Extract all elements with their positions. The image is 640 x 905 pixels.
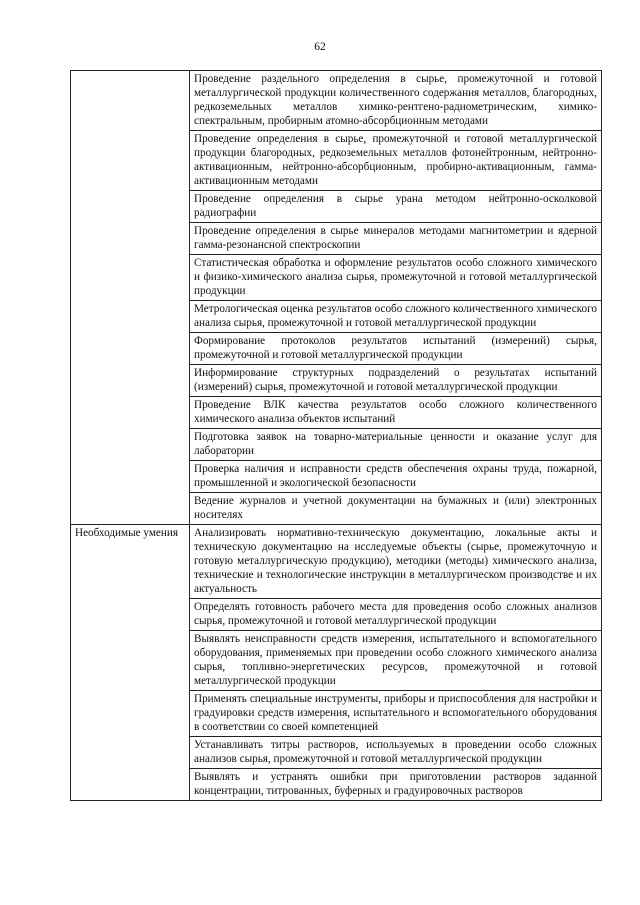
labor-action-item: Подготовка заявок на товарно-материальные ценности и оказание услуг для лаборатории	[190, 429, 602, 461]
section-label	[71, 71, 190, 525]
labor-action-item: Метрологическая оценка результатов особо сложного количественного химического анализа сырья, промежуточной и готовой металлургической продукции	[190, 301, 602, 333]
labor-action-item: Информирование структурных подразделений о результатах испытаний (измерений) сырья, промежуточной и готовой металлургической продукции	[190, 365, 602, 397]
competency-table	[70, 70, 602, 801]
labor-action-item: Проведение ВЛК качества результатов особо сложного количественного химического анализа объектов испытаний	[190, 397, 602, 429]
labor-action-item: Статистическая обработка и оформление результатов особо сложного химического и физико-химического анализа сырья, промежуточной и готовой металлургической продукции	[190, 255, 602, 301]
skill-item: Анализировать нормативно-техническую документацию, локальные акты и техническую документацию на исследуемые объекты (сырье, промежуточную и готовую металлургическую продукцию), методики (методы) химического анализа, технические и технологические инструкции в металлургическом производстве и их актуальность	[190, 525, 602, 599]
skill-item: Устанавливать титры растворов, используемых в проведении особо сложных анализов сырья, промежуточной и готовой металлургической продукции	[190, 737, 602, 769]
labor-action-item: Проверка наличия и исправности средств обеспечения охраны труда, пожарной, промышленной и экологической безопасности	[190, 461, 602, 493]
labor-action-item: Проведение определения в сырье, промежуточной и готовой металлургической продукции благородных, редкоземельных металлов фотонейтронным, нейтронно-активационным, нейтронно-абсорбционным, пробирно-активационным, гамма-активационным методами	[190, 131, 602, 191]
labor-action-item: Проведение определения в сырье минералов методами магнитометрии и ядерной гамма-резонансной спектроскопии	[190, 223, 602, 255]
labor-action-item: Проведение раздельного определения в сырье, промежуточной и готовой металлургической продукции количественного содержания металлов, благородных, редкоземельных металлов химико-рентгено-радиометрическим, химико-спектральным, пробирным атомно-абсорбционным методами	[190, 71, 602, 131]
skill-item: Выявлять и устранять ошибки при приготовлении растворов заданной концентрации, титрованных, буферных и градуировочных растворов	[190, 769, 602, 801]
table-row	[71, 525, 602, 599]
skill-item: Выявлять неисправности средств измерения, испытательного и вспомогательного оборудования, применяемых при проведении особо сложного химического анализа сырья, топливно-энергетических ресурсов, промежуточной и готовой металлургической продукции	[190, 631, 602, 691]
labor-action-item: Ведение журналов и учетной документации на бумажных и (или) электронных носителях	[190, 493, 602, 525]
table-row	[71, 71, 602, 131]
skill-item: Применять специальные инструменты, приборы и приспособления для настройки и градуировки средств измерения, испытательного и вспомогательного оборудования в соответствии со своей компетенцией	[190, 691, 602, 737]
labor-action-item: Формирование протоколов результатов испытаний (измерений) сырья, промежуточной и готовой металлургической продукции	[190, 333, 602, 365]
section-label-required-skills: Необходимые умения	[71, 525, 190, 801]
labor-action-item: Проведение определения в сырье урана методом нейтронно-осколковой радиографии	[190, 191, 602, 223]
page-number: 62	[314, 41, 326, 53]
skill-item: Определять готовность рабочего места для проведения особо сложных анализов сырья, промежуточной и готовой металлургической продукции	[190, 599, 602, 631]
